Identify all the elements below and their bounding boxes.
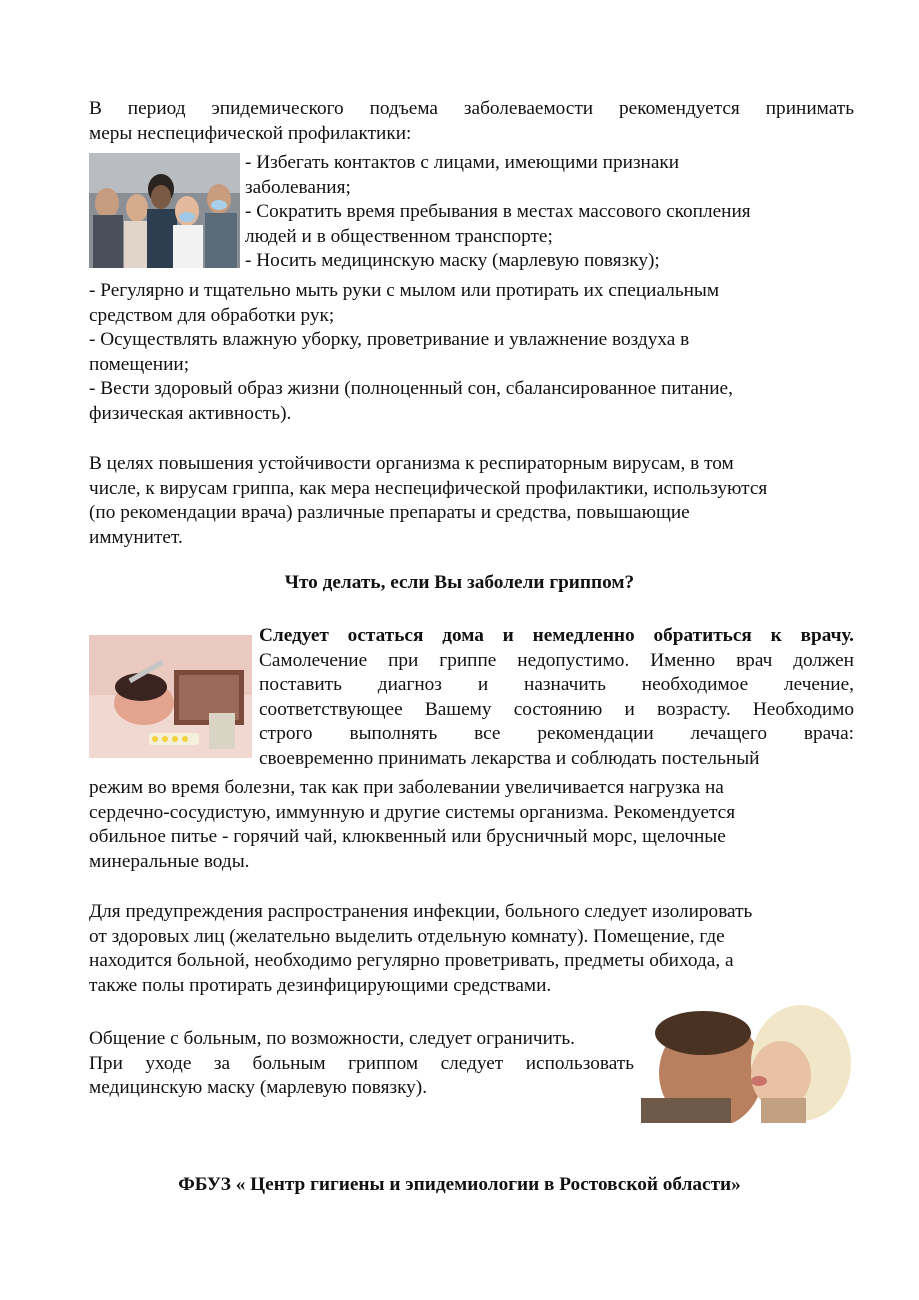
isolation-paragraph <box>89 900 854 998</box>
sick-person-in-bed-photo <box>89 635 252 758</box>
list-item: - Осуществлять влажную уборку, проветривание и увлажнение воздуха в <box>89 329 690 351</box>
intro-paragraph <box>89 97 854 146</box>
sick-paragraph-wrapped <box>259 624 854 772</box>
paragraph-line: Для предупреждения распространения инфекции, больного следует изолировать <box>89 901 753 922</box>
list-item: физическая активность). <box>89 402 292 424</box>
paragraph-line: Самолечение при гриппе недопустимо. Именно врач должен <box>259 649 854 671</box>
paragraph-line: своевременно принимать лекарства и соблюдать постельный <box>259 747 760 769</box>
paragraph-line: от здоровых лиц (желательно выделить отдельную комнату). Помещение, где <box>89 925 725 947</box>
paragraph-line: строго выполнять все рекомендации лечащего врача: <box>259 723 854 745</box>
list-item: помещении; <box>89 353 190 375</box>
paragraph-line: соответствующее Вашему состоянию и возрасту. Необходимо <box>259 698 854 720</box>
contact-paragraph <box>89 1027 634 1101</box>
sick-paragraph-full <box>89 776 854 874</box>
paragraph-line <box>259 624 854 649</box>
bold-lead: Следует остаться дома и немедленно обратиться к врачу. <box>259 625 854 646</box>
paragraph-line: сердечно-сосудистую, иммунную и другие системы организма. Рекомендуется <box>89 801 736 823</box>
prevention-list-full <box>89 279 854 427</box>
paragraph-line: Общение с больным, по возможности, следует ограничить. <box>89 1028 575 1049</box>
paragraph-line: В целях повышения устойчивости организма к респираторным вирусам, в том <box>89 453 734 474</box>
section-heading: Что делать, если Вы заболели гриппом? <box>284 572 635 593</box>
list-item: - Регулярно и тщательно мыть руки с мылом или протирать их специальным <box>89 280 720 301</box>
paragraph-line: иммунитет. <box>89 526 183 548</box>
crowd-wearing-masks-photo <box>89 153 240 268</box>
list-item: средством для обработки рук; <box>89 304 335 326</box>
list-item: - Носить медицинскую маску (марлевую повязку); <box>245 250 660 272</box>
paragraph-line: поставить диагноз и назначить необходимое лечение, <box>259 674 854 696</box>
list-item: - Избегать контактов с лицами, имеющими признаки <box>245 152 680 173</box>
paragraph-line: (по рекомендации врача) различные препараты и средства, повышающие <box>89 502 690 524</box>
intro-line: В период эпидемического подъема заболеваемости рекомендуется принимать <box>89 98 854 119</box>
paragraph-line: обильное питье - горячий чай, клюквенный или брусничный морс, щелочные <box>89 826 726 848</box>
list-item: - Сократить время пребывания в местах массового скопления <box>245 201 751 223</box>
immunity-paragraph <box>89 452 854 550</box>
list-item: - Вести здоровый образ жизни (полноценный сон, сбалансированное питание, <box>89 378 733 400</box>
paragraph-line: минеральные воды. <box>89 850 250 872</box>
prevention-list-wrapped <box>245 151 865 274</box>
list-item: людей и в общественном транспорте; <box>245 225 553 247</box>
paragraph-line: режим во время болезни, так как при заболевании увеличивается нагрузка на <box>89 777 724 798</box>
footer-organization: ФБУЗ « Центр гигиены и эпидемиологии в Ростовской области» <box>178 1174 741 1195</box>
list-item: заболевания; <box>245 176 351 198</box>
kissing-couple-photo <box>641 1003 854 1123</box>
paragraph-line: числе, к вирусам гриппа, как мера неспецифической профилактики, используются <box>89 477 768 499</box>
intro-line: меры неспецифической профилактики: <box>89 122 412 144</box>
paragraph-line: также полы протирать дезинфицирующими средствами. <box>89 974 552 996</box>
paragraph-line: При уходе за больным гриппом следует использовать <box>89 1052 634 1074</box>
paragraph-line: медицинскую маску (марлевую повязку). <box>89 1077 428 1099</box>
paragraph-line: находится больной, необходимо регулярно проветривать, предметы обихода, а <box>89 950 734 972</box>
